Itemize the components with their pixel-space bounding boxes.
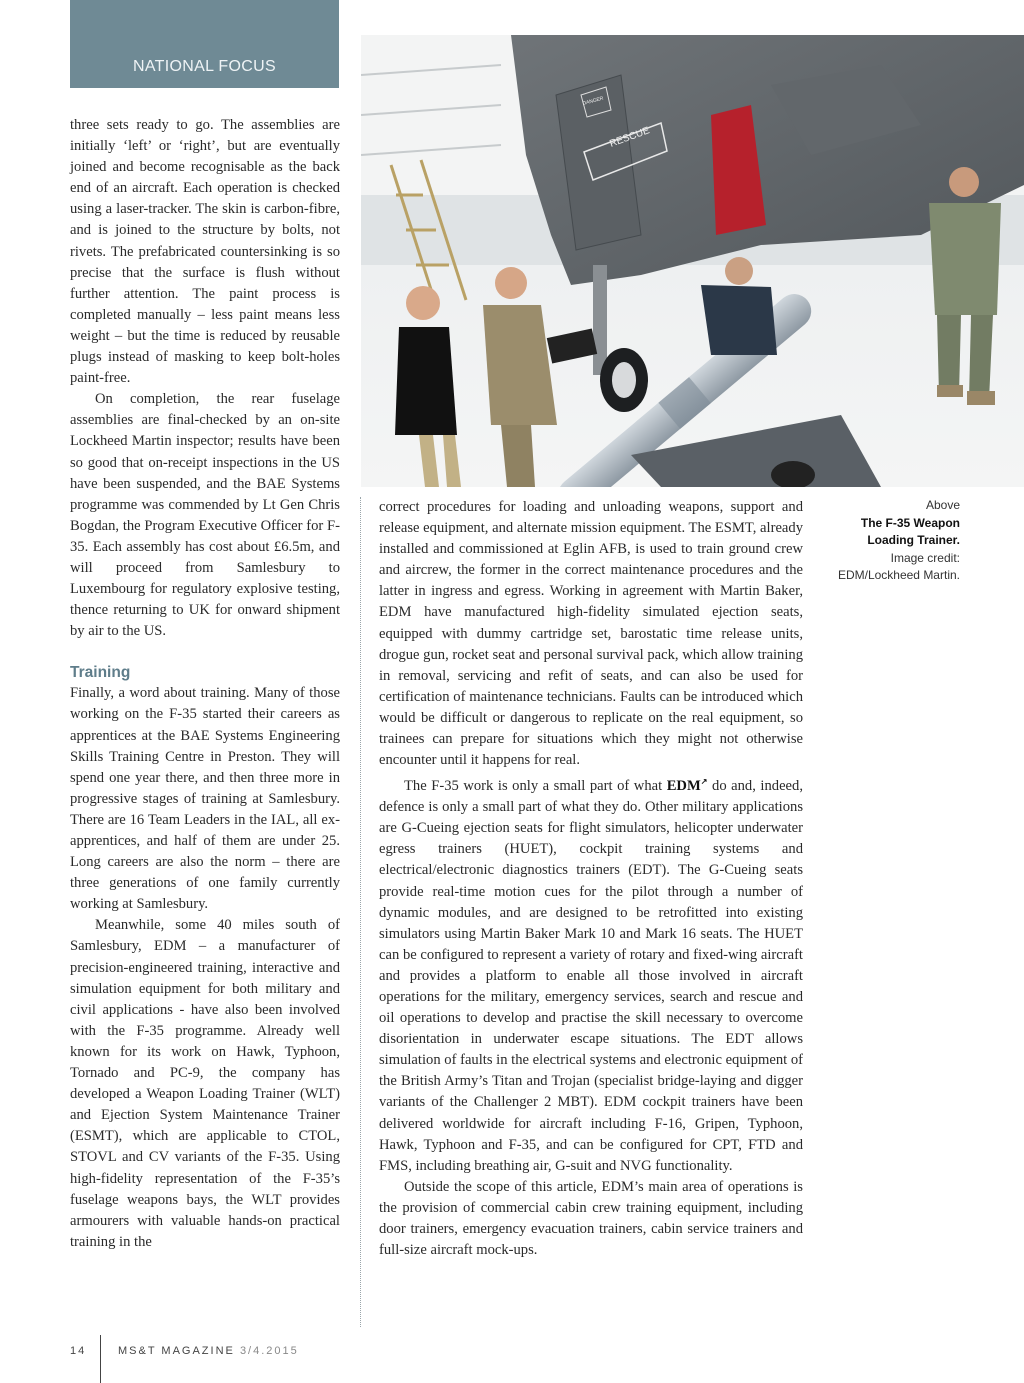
warning-decal: DANGER — [581, 95, 605, 107]
photo-caption — [820, 497, 960, 585]
f35-weapon-loading-trainer-photo — [361, 35, 1024, 487]
paragraph: correct procedures for loading and unloading weapons, support and release equipment, and alternate mission equipment. The ESMT, already installed and commissioned at Eglin AFB, is used to train ground crew and aircrew, the former in the correct maintenance procedures and the latter in ingress and egress. Working in agreement with Martin Baker, EDM have manufactured high-fidelity simulated ejection seats, equipped with dummy cartridge set, barostatic time release units, drogue gun, rocket seat and personal survival pack, which allow training in removal, servicing and refit of seats, and can also be used for certification of maintenance technicians. Faults can be introduced which would be difficult or dangerous to replicate on the real equipment, so trainees can prepare for situations which they might not otherwise encounter until it happens for real. — [379, 499, 803, 769]
page-number: 14 — [70, 1345, 87, 1357]
caption-title: Loading Trainer. — [867, 533, 960, 547]
paragraph: Outside the scope of this article, EDM’s main area of operations is the provision of commercial cabin crew training equipment, including door trainers, emergency evacuation trainers, cabin service trainers and full-size aircraft mock-ups. — [379, 1178, 803, 1259]
left-text-column — [70, 115, 340, 1253]
paragraph: On completion, the rear fuselage assemblies are final-checked by an on-site Lockheed Martin inspector; results have been so good that on-receipt inspections in the US have been suspended, and the BAE Systems programme was commended by Lt Gen Chris Bogdan, the Program Executive Officer for F-35. Each assembly has cost about £6.5m, and will proceed from Samlesbury to Luxembourg for regulatory explosive testing, thence returning to UK for onward shipment by air to the US. — [70, 391, 340, 640]
paragraph-text: The F-35 work is only a small part of what — [404, 778, 663, 795]
link-arrow-icon: ↗ — [700, 777, 708, 787]
rescue-decal: RESCUE — [608, 125, 652, 150]
edm-brand-mark: EDM↗ — [666, 777, 708, 795]
magazine-name: MS&T MAGAZINE 3/4.2015 — [118, 1345, 299, 1357]
issue-label: 3/4.2015 — [239, 1345, 299, 1357]
column-divider — [360, 497, 361, 1327]
page-footer — [70, 1335, 470, 1383]
section-label: NATIONAL FOCUS — [133, 58, 276, 75]
paragraph — [379, 771, 803, 1177]
paragraph: Meanwhile, some 40 miles south of Samlesbury, EDM – a manufacturer of precision-engineered training, interactive and simulation equipment for both military and civil applications - have also been involved with the F-35 programme. Already well known for its work on Hawk, Typhoon, Tornado and PC-9, the company has developed a Weapon Loading Trainer (WLT) and Ejection System Maintenance Trainer (ESMT), which are applicable to CTOL, STOVL and CV variants of the F-35. Using high-fidelity representation of the F-35’s fuselage weapons bays, the WLT provides armourers with valuable hands-on practical training in the — [70, 917, 340, 1250]
paragraph-text: do and, indeed, defence is only a small part of what they do. Other military applications are G-Cueing ejection seats for flight simulators, helicopter underwater egress trainers (HUET), cockpit training systems and electrical/electronic diagnostics trainers (EDT). The G-Cueing seats provide real-time motion cues for the pilot through a number of dynamic modules, and are designed to be retrofitted into existing simulators using Martin Baker Mark 10 and Mark 16 seats. The HUET can be configured to represent a variety of rotary and fixed-wing aircraft and provides a platform to enable all those involved in aircraft operations for the military, emergency services, search and rescue and oil operations to develop and practise the skill necessary to overcome disorientation in underwater escape situations. The EDT allows simulation of faults in the electrical systems and electronic equipment of the British Army’s Titan and Trojan (specialist bridge-laying and digger variants of the Challenger 2 MBT). EDM cockpit trainers have been delivered worldwide for aircraft including F-16, Gripen, Typhoon, Hawk, Typhoon and F-35, and can be configured for CPT, FTD and FMS, including breathing air, G-suit and NVG functionality. — [379, 778, 803, 1174]
caption-title: The F-35 Weapon — [860, 515, 960, 530]
subheading-training: Training — [70, 664, 131, 682]
middle-text-column — [379, 497, 803, 1261]
paragraph: Finally, a word about training. Many of those working on the F-35 started their careers as apprentices at the BAE Systems Engineering Skills Training Centre in Preston. They will spend one year there, and then three more in progressive stages of training at Samlesbury. There are 16 Team Leaders in the IAL, all ex-apprentices, and half of them are under 25. Long careers are also the norm – there are three generations of one family currently working at Samlesbury. — [70, 685, 340, 913]
section-header-band — [70, 0, 339, 88]
caption-credit: Image credit: — [890, 550, 960, 565]
caption-label: Above — [925, 498, 960, 512]
paragraph: three sets ready to go. The assemblies are initially ‘left’ or ‘right’, but are eventually joined and become recognisable as the back end of an aircraft. Each operation is checked using a laser-tracker. The skin is carbon-fibre, and is joined to the structure by bolts, not rivets. The prefabricated countersinking is so precise that the surface is flush without further attention. The paint process is completed manually – less paint means less weight – but the time is reduced by reusable plugs instead of masking to keep bolt-holes paint-free. — [70, 117, 340, 387]
footer-divider — [100, 1335, 101, 1383]
caption-credit: EDM/Lockheed Martin. — [837, 568, 960, 582]
